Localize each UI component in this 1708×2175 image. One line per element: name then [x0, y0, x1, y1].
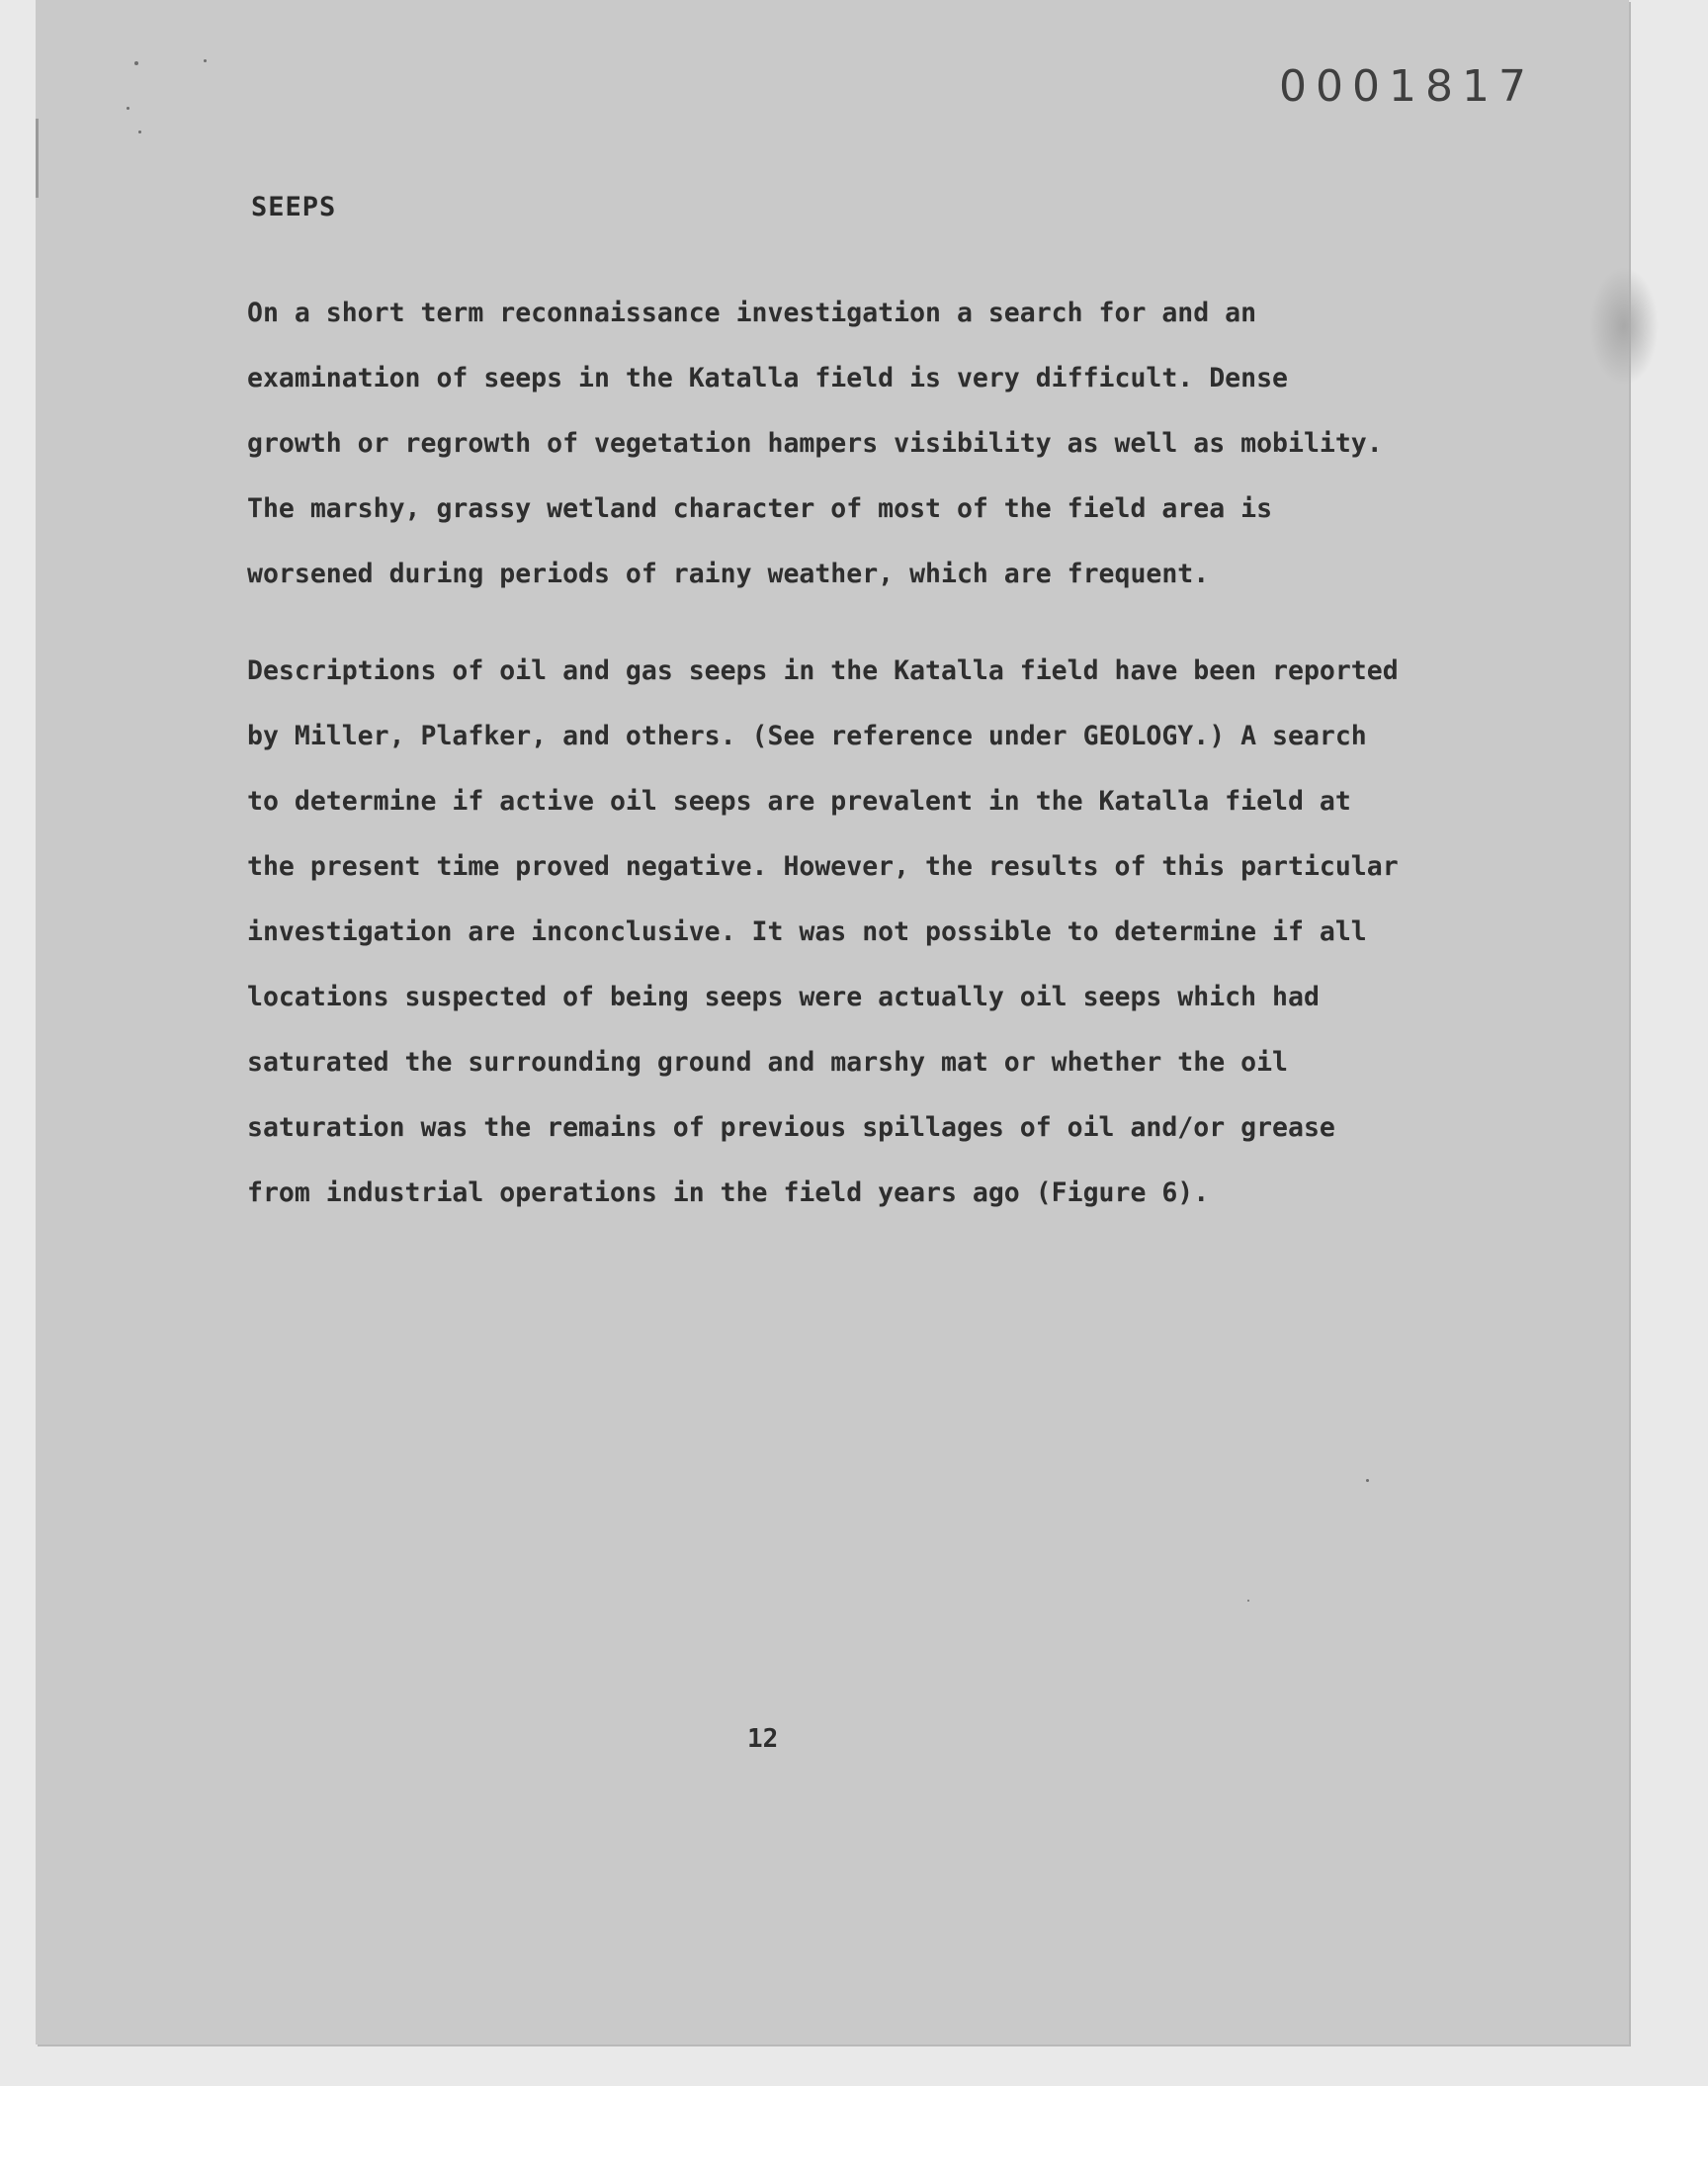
scan-speck [127, 107, 129, 110]
paragraph-line: the present time proved negative. However, the results of this particular [247, 851, 1399, 882]
paragraph-line: The marshy, grassy wetland character of most of the field area is [247, 493, 1273, 524]
paragraph-line: investigation are inconclusive. It was not possible to determine if all [247, 916, 1367, 947]
scan-speck [134, 61, 138, 65]
paragraph-line: On a short term reconnaissance investigation a search for and an [247, 298, 1257, 328]
page-number: 12 [747, 1724, 779, 1754]
paragraph-line: worsened during periods of rainy weather, which are frequent. [247, 559, 1210, 589]
scan-smudge [1589, 267, 1659, 386]
paragraph-line: by Miller, Plafker, and others. (See reference under GEOLOGY.) A search [247, 721, 1367, 751]
page-edge-mark [36, 119, 39, 198]
scan-speck [204, 59, 207, 62]
section-heading: SEEPS [251, 192, 337, 222]
document-page [36, 0, 1629, 2044]
paragraph-line: from industrial operations in the field years ago (Figure 6). [247, 1177, 1210, 1208]
scan-speck [138, 130, 141, 133]
paragraph-line: Descriptions of oil and gas seeps in the Katalla field have been reported [247, 655, 1399, 686]
paragraph-1 [247, 281, 1552, 607]
paragraph-line: to determine if active oil seeps are prevalent in the Katalla field at [247, 786, 1351, 817]
scan-speck [1247, 1600, 1249, 1602]
paragraph-line: growth or regrowth of vegetation hampers visibility as well as mobility. [247, 428, 1383, 459]
paragraph-2 [247, 639, 1552, 1226]
paragraph-line: locations suspected of being seeps were actually oil seeps which had [247, 982, 1320, 1012]
scan-speck [1366, 1479, 1369, 1482]
paragraph-line: examination of seeps in the Katalla field is very difficult. Dense [247, 363, 1288, 393]
paragraph-line: saturated the surrounding ground and marshy mat or whether the oil [247, 1047, 1288, 1078]
paragraph-line: saturation was the remains of previous spillages of oil and/or grease [247, 1112, 1335, 1143]
document-number: 0001817 [1279, 61, 1535, 112]
